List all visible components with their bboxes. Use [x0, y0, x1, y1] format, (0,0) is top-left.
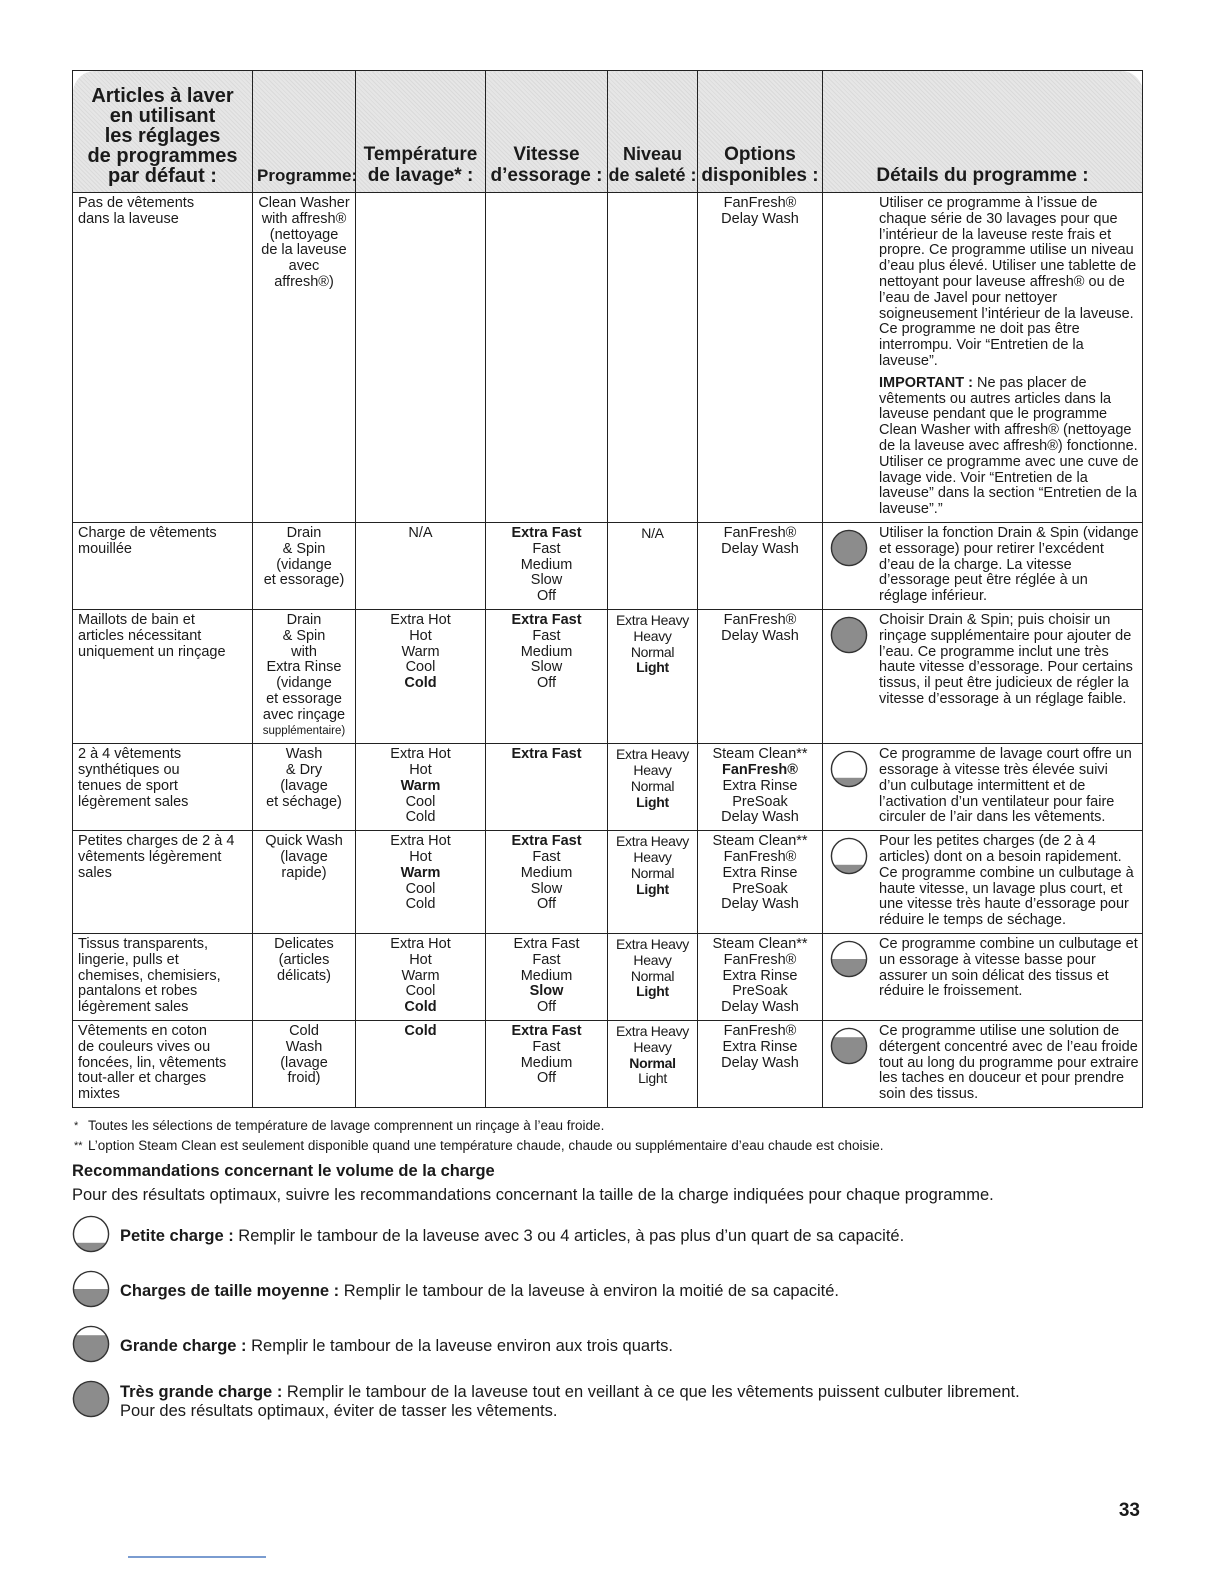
- header-options: Options disponibles :: [698, 71, 823, 193]
- options-cell-value: PreSoak: [732, 880, 788, 897]
- details-cell: [823, 193, 1143, 523]
- legend-item: Très grande charge : Remplir le tambour de la laveuse tout en veillant à ce que les vêtements puissent culbuter librement. Pour des résultats optimaux, éviter de tasser les vêtements.: [72, 1380, 1142, 1423]
- vitesse-cell-value: Extra Fast: [511, 611, 582, 628]
- temperature-cell-value: Cold: [404, 675, 437, 692]
- options-cell-value: FanFresh®: [723, 524, 797, 541]
- temperature-cell: [356, 934, 486, 1021]
- details-paragraph: Ce programme de lavage court offre un essorage à vitesse très élevée suivi d’un culbutage intermittent et de l’activation d’un ventilateur pour faire circuler de l’air dans les vêtements.: [879, 746, 1132, 826]
- page-content: [72, 70, 1142, 1435]
- options-cell-value: Extra Rinse: [722, 967, 798, 984]
- niveau-cell-value: Heavy: [633, 1038, 672, 1055]
- footnotes: [72, 1116, 1142, 1156]
- niveau-cell-value: Normal: [630, 777, 675, 794]
- vitesse-cell-value: Fast: [532, 849, 561, 866]
- programme-small-text: supplémentaire): [262, 724, 346, 737]
- temperature-cell-value: Extra Hot: [390, 936, 451, 953]
- niveau-cell-value: Normal: [630, 643, 675, 660]
- temperature-cell: [356, 831, 486, 934]
- vitesse-cell-value: Medium: [520, 1054, 573, 1071]
- footnote: * Toutes les sélections de température de lavage comprennent un rinçage à l’eau froide.: [74, 1118, 605, 1134]
- vitesse-cell-value: Slow: [530, 659, 563, 676]
- vitesse-cell-value: Off: [536, 675, 557, 692]
- vitesse-cell: [486, 609, 608, 743]
- vitesse-cell-value: Medium: [520, 643, 573, 660]
- load-very-large-icon: [830, 616, 868, 659]
- niveau-cell-value: Extra Heavy: [616, 936, 689, 953]
- details-paragraph: Utiliser la fonction Drain & Spin (vidange et essorage) pour retirer l’excédent d’eau de la charge. La vitesse d’essorage peut être réglée à un réglage inférieur.: [879, 524, 1139, 605]
- temperature-cell-value: Cold: [405, 809, 436, 826]
- load-very-large-icon: [72, 1380, 110, 1423]
- table-row: [73, 831, 1143, 934]
- header-details: Détails du programme :: [823, 71, 1143, 193]
- footer-rule: [128, 1556, 266, 1558]
- vitesse-cell: [486, 522, 608, 609]
- options-cell-value: Extra Rinse: [722, 1038, 798, 1055]
- options-cell-value: FanFresh®: [723, 1023, 797, 1040]
- niveau-cell-value: Normal: [630, 967, 675, 984]
- vitesse-cell-value: Medium: [520, 556, 573, 573]
- temperature-cell-value: Cool: [405, 880, 436, 897]
- details-cell: [823, 522, 1143, 609]
- options-cell-value: Steam Clean**: [712, 936, 808, 953]
- temperature-cell-value: Warm: [400, 777, 441, 794]
- programme-cell: Cold Wash (lavage froid): [253, 1021, 356, 1108]
- temperature-cell-value: Extra Hot: [390, 746, 451, 763]
- details-paragraph: Ce programme utilise une solution de détergent concentré avec de l’eau froide tout au long du programme pour extraire les taches en douceur et pour prendre soin des tissus.: [879, 1023, 1139, 1103]
- temperature-cell: [356, 522, 486, 609]
- vitesse-cell-value: Slow: [529, 983, 564, 1000]
- temperature-cell-value: Cool: [405, 983, 436, 1000]
- niveau-cell-value: Light: [636, 659, 669, 676]
- niveau-cell-value: Extra Heavy: [616, 611, 689, 628]
- niveau-cell: [608, 831, 698, 934]
- vitesse-cell-value: Extra Fast: [511, 1023, 582, 1040]
- temperature-cell-value: Hot: [409, 627, 432, 644]
- details-cell: [823, 609, 1143, 743]
- vitesse-cell-value: Medium: [520, 864, 573, 881]
- load-medium-icon: [830, 940, 868, 983]
- temperature-cell-value: Cold: [404, 1023, 437, 1040]
- niveau-cell: [608, 744, 698, 831]
- options-cell-value: PreSoak: [732, 793, 788, 810]
- table-row: [73, 744, 1143, 831]
- vitesse-cell: [486, 1021, 608, 1108]
- options-cell: [698, 1021, 823, 1108]
- options-cell-value: Extra Rinse: [722, 777, 798, 794]
- program-table: [72, 70, 1143, 1108]
- niveau-cell-value: Heavy: [633, 762, 672, 779]
- niveau-cell-value: N/A: [641, 524, 664, 541]
- options-cell: [698, 831, 823, 934]
- vitesse-cell: [486, 934, 608, 1021]
- table-header-row: [73, 71, 1143, 193]
- options-cell-value: Delay Wash: [721, 896, 799, 913]
- options-cell-value: FanFresh®: [723, 195, 797, 211]
- vitesse-cell-value: Fast: [532, 951, 561, 968]
- temperature-cell-value: Hot: [409, 849, 432, 866]
- options-cell-value: Delay Wash: [721, 627, 799, 644]
- articles-cell: Charge de vêtements mouillée: [73, 522, 253, 609]
- programme-cell: Quick Wash (lavage rapide): [253, 831, 356, 934]
- niveau-cell: [608, 193, 698, 523]
- programme-cell: Delicates (articles délicats): [253, 934, 356, 1021]
- recommendations-intro: Pour des résultats optimaux, suivre les recommandations concernant la taille de la charge indiquées pour chaque programme.: [72, 1186, 994, 1205]
- articles-cell: Vêtements en coton de couleurs vives ou foncées, lin, vêtements tout-aller et charges mixtes: [73, 1021, 253, 1108]
- options-cell-value: FanFresh®: [723, 849, 797, 866]
- temperature-cell: [356, 609, 486, 743]
- temperature-cell-value: Cool: [405, 659, 436, 676]
- programme-cell: Wash & Dry (lavage et séchage): [253, 744, 356, 831]
- temperature-cell-value: Cold: [404, 999, 437, 1016]
- temperature-cell-value: Cold: [405, 896, 436, 913]
- recommendations-title: Recommandations concernant le volume de la charge: [72, 1162, 495, 1181]
- header-niveau: Niveau de saleté :: [608, 71, 698, 193]
- niveau-cell: [608, 522, 698, 609]
- details-paragraph: Ce programme combine un culbutage et un essorage à vitesse basse pour assurer un soin délicat des tissus et réduire le froissement.: [879, 936, 1138, 1000]
- temperature-cell-value: N/A: [408, 524, 433, 541]
- vitesse-cell-value: Off: [536, 999, 557, 1016]
- options-cell-value: PreSoak: [732, 983, 788, 1000]
- load-medium-icon: [72, 1270, 110, 1313]
- footnote: ** L’option Steam Clean est seulement disponible quand une température chaude, chaude ou supplémentaire d’eau chaude est choisie.: [74, 1138, 884, 1154]
- options-cell-value: FanFresh®: [722, 762, 798, 779]
- niveau-cell-value: Normal: [630, 864, 675, 881]
- header-articles: Articles à laver en utilisant les réglages de programmes par défaut :: [73, 71, 253, 193]
- vitesse-cell-value: Extra Fast: [513, 936, 580, 953]
- niveau-cell-value: Heavy: [633, 849, 672, 866]
- vitesse-cell-value: Off: [536, 896, 557, 913]
- legend-item: Grande charge : Remplir le tambour de la laveuse environ aux trois quarts.: [72, 1325, 1142, 1368]
- load-small-icon: [830, 837, 868, 880]
- options-cell-value: Steam Clean**: [712, 833, 808, 850]
- programme-cell: Drain & Spin (vidange et essorage): [253, 522, 356, 609]
- temperature-cell: [356, 744, 486, 831]
- options-cell-value: Delay Wash: [721, 809, 799, 826]
- details-cell: [823, 831, 1143, 934]
- articles-cell: Tissus transparents, lingerie, pulls et chemises, chemisiers, pantalons et robes légèrement sales: [73, 934, 253, 1021]
- vitesse-cell-value: Off: [536, 588, 557, 605]
- options-cell-value: Extra Rinse: [722, 864, 798, 881]
- table-row: [73, 193, 1143, 523]
- niveau-cell-value: Extra Heavy: [616, 1023, 689, 1040]
- details-paragraph: IMPORTANT : Ne pas placer de vêtements ou autres articles dans la laveuse pendant que le programme Clean Washer with affresh® (nettoyage de la laveuse avec affresh®) fonctionne. Utiliser ce programme avec une cuve de lavage vide. Voir “Entretien de la laveuse” dans la section “Entretien de la laveuse”.”: [879, 374, 1139, 518]
- table-body: [73, 193, 1143, 1108]
- details-paragraph: Utiliser ce programme à l’issue de chaque série de 30 lavages pour que l’intérieur de la laveuse reste frais et propre. Ce programme utilise un niveau d’eau plus élevé. Utiliser une tablette de nettoyant pour laveuse affresh® ou de l’eau de Javel pour nettoyer soigneusement l’intérieur de la laveuse. Ce programme ne doit pas être interrompu. Voir “Entretien de la laveuse”.: [879, 195, 1137, 369]
- load-small-icon: [72, 1215, 110, 1258]
- vitesse-cell-value: Slow: [530, 880, 563, 897]
- header-vitesse: Vitesse d’essorage :: [486, 71, 608, 193]
- programme-cell: Drain & Spin with Extra Rinse (vidange et essorage avec rinçage supplémentaire): [253, 609, 356, 743]
- page-number: 33: [1118, 1500, 1140, 1521]
- temperature-cell-value: Warm: [400, 864, 441, 881]
- details-paragraph: Pour les petites charges (de 2 à 4 articles) dont on a besoin rapidement. Ce programme combine un culbutage à haute vitesse, un lavage plus court, et une vitesse très haute d’essorage pour réduire le temps de séchage.: [879, 833, 1134, 929]
- niveau-cell: [608, 1021, 698, 1108]
- load-small-icon: [830, 750, 868, 793]
- vitesse-cell: [486, 193, 608, 523]
- options-cell: [698, 609, 823, 743]
- load-large-icon: [830, 1027, 868, 1070]
- vitesse-cell-value: Fast: [532, 627, 561, 644]
- vitesse-cell-value: Fast: [532, 1038, 561, 1055]
- temperature-cell-value: Warm: [401, 967, 440, 984]
- details-paragraph: Choisir Drain & Spin; puis choisir un rinçage supplémentaire pour ajouter de l’eau. Ce programme inclut une très haute vitesse d’essorage. Pour certains tissus, il peut être judicieux de régler la vitesse d’essorage à un réglage faible.: [879, 611, 1133, 707]
- niveau-cell: [608, 609, 698, 743]
- vitesse-cell-value: Medium: [520, 967, 573, 984]
- legend-item: Charges de taille moyenne : Remplir le tambour de la laveuse à environ la moitié de sa capacité.: [72, 1270, 1142, 1313]
- options-cell-value: Delay Wash: [721, 999, 799, 1016]
- programme-cell: Clean Washer with affresh® (nettoyage de la laveuse avec affresh®): [253, 193, 356, 523]
- options-cell-value: Delay Wash: [721, 540, 799, 557]
- table-row: [73, 522, 1143, 609]
- temperature-cell-value: Extra Hot: [390, 833, 451, 850]
- load-large-icon: [72, 1325, 110, 1368]
- options-cell-value: FanFresh®: [723, 611, 797, 628]
- niveau-cell-value: Light: [636, 880, 669, 897]
- header-programme: Programme:: [253, 71, 356, 193]
- details-cell: [823, 1021, 1143, 1108]
- niveau-cell-value: Extra Heavy: [616, 746, 689, 763]
- details-cell: [823, 744, 1143, 831]
- temperature-cell: [356, 193, 486, 523]
- temperature-cell-value: Extra Hot: [390, 611, 451, 628]
- niveau-cell-value: Light: [636, 983, 669, 1000]
- options-cell-value: Delay Wash: [721, 210, 799, 227]
- options-cell-value: Steam Clean**: [712, 746, 808, 763]
- temperature-cell-value: Hot: [409, 762, 432, 779]
- vitesse-cell-value: Extra Fast: [511, 524, 582, 541]
- temperature-cell: [356, 1021, 486, 1108]
- load-size-legend: [72, 1215, 1142, 1423]
- articles-cell: Petites charges de 2 à 4 vêtements légèrement sales: [73, 831, 253, 934]
- vitesse-cell-value: Extra Fast: [511, 833, 582, 850]
- temperature-cell-value: Hot: [409, 951, 432, 968]
- vitesse-cell-value: Off: [536, 1070, 557, 1087]
- vitesse-cell: [486, 744, 608, 831]
- niveau-cell-value: Extra Heavy: [616, 833, 689, 850]
- articles-cell: Maillots de bain et articles nécessitant uniquement un rinçage: [73, 609, 253, 743]
- options-cell: [698, 522, 823, 609]
- niveau-cell: [608, 934, 698, 1021]
- details-cell: [823, 934, 1143, 1021]
- niveau-cell-value: Heavy: [633, 951, 672, 968]
- vitesse-cell: [486, 831, 608, 934]
- options-cell-value: FanFresh®: [723, 951, 797, 968]
- niveau-cell-value: Normal: [629, 1054, 676, 1071]
- options-cell: [698, 193, 823, 523]
- load-very-large-icon: [830, 529, 868, 572]
- options-cell: [698, 934, 823, 1021]
- vitesse-cell-value: Extra Fast: [511, 746, 582, 763]
- niveau-cell-value: Light: [638, 1070, 667, 1087]
- niveau-cell-value: Light: [636, 793, 669, 810]
- articles-cell: 2 à 4 vêtements synthétiques ou tenues de sport légèrement sales: [73, 744, 253, 831]
- articles-cell: Pas de vêtements dans la laveuse: [73, 193, 253, 523]
- options-cell-value: Delay Wash: [721, 1054, 799, 1071]
- temperature-cell-value: Cool: [405, 793, 436, 810]
- table-row: [73, 609, 1143, 743]
- table-row: [73, 1021, 1143, 1108]
- vitesse-cell-value: Slow: [530, 572, 563, 589]
- niveau-cell-value: Heavy: [633, 627, 672, 644]
- vitesse-cell-value: Fast: [532, 540, 561, 557]
- temperature-cell-value: Warm: [401, 643, 440, 660]
- options-cell: [698, 744, 823, 831]
- table-row: [73, 934, 1143, 1021]
- legend-item: Petite charge : Remplir le tambour de la laveuse avec 3 ou 4 articles, à pas plus d’un quart de sa capacité.: [72, 1215, 1142, 1258]
- header-temperature: Température de lavage* :: [356, 71, 486, 193]
